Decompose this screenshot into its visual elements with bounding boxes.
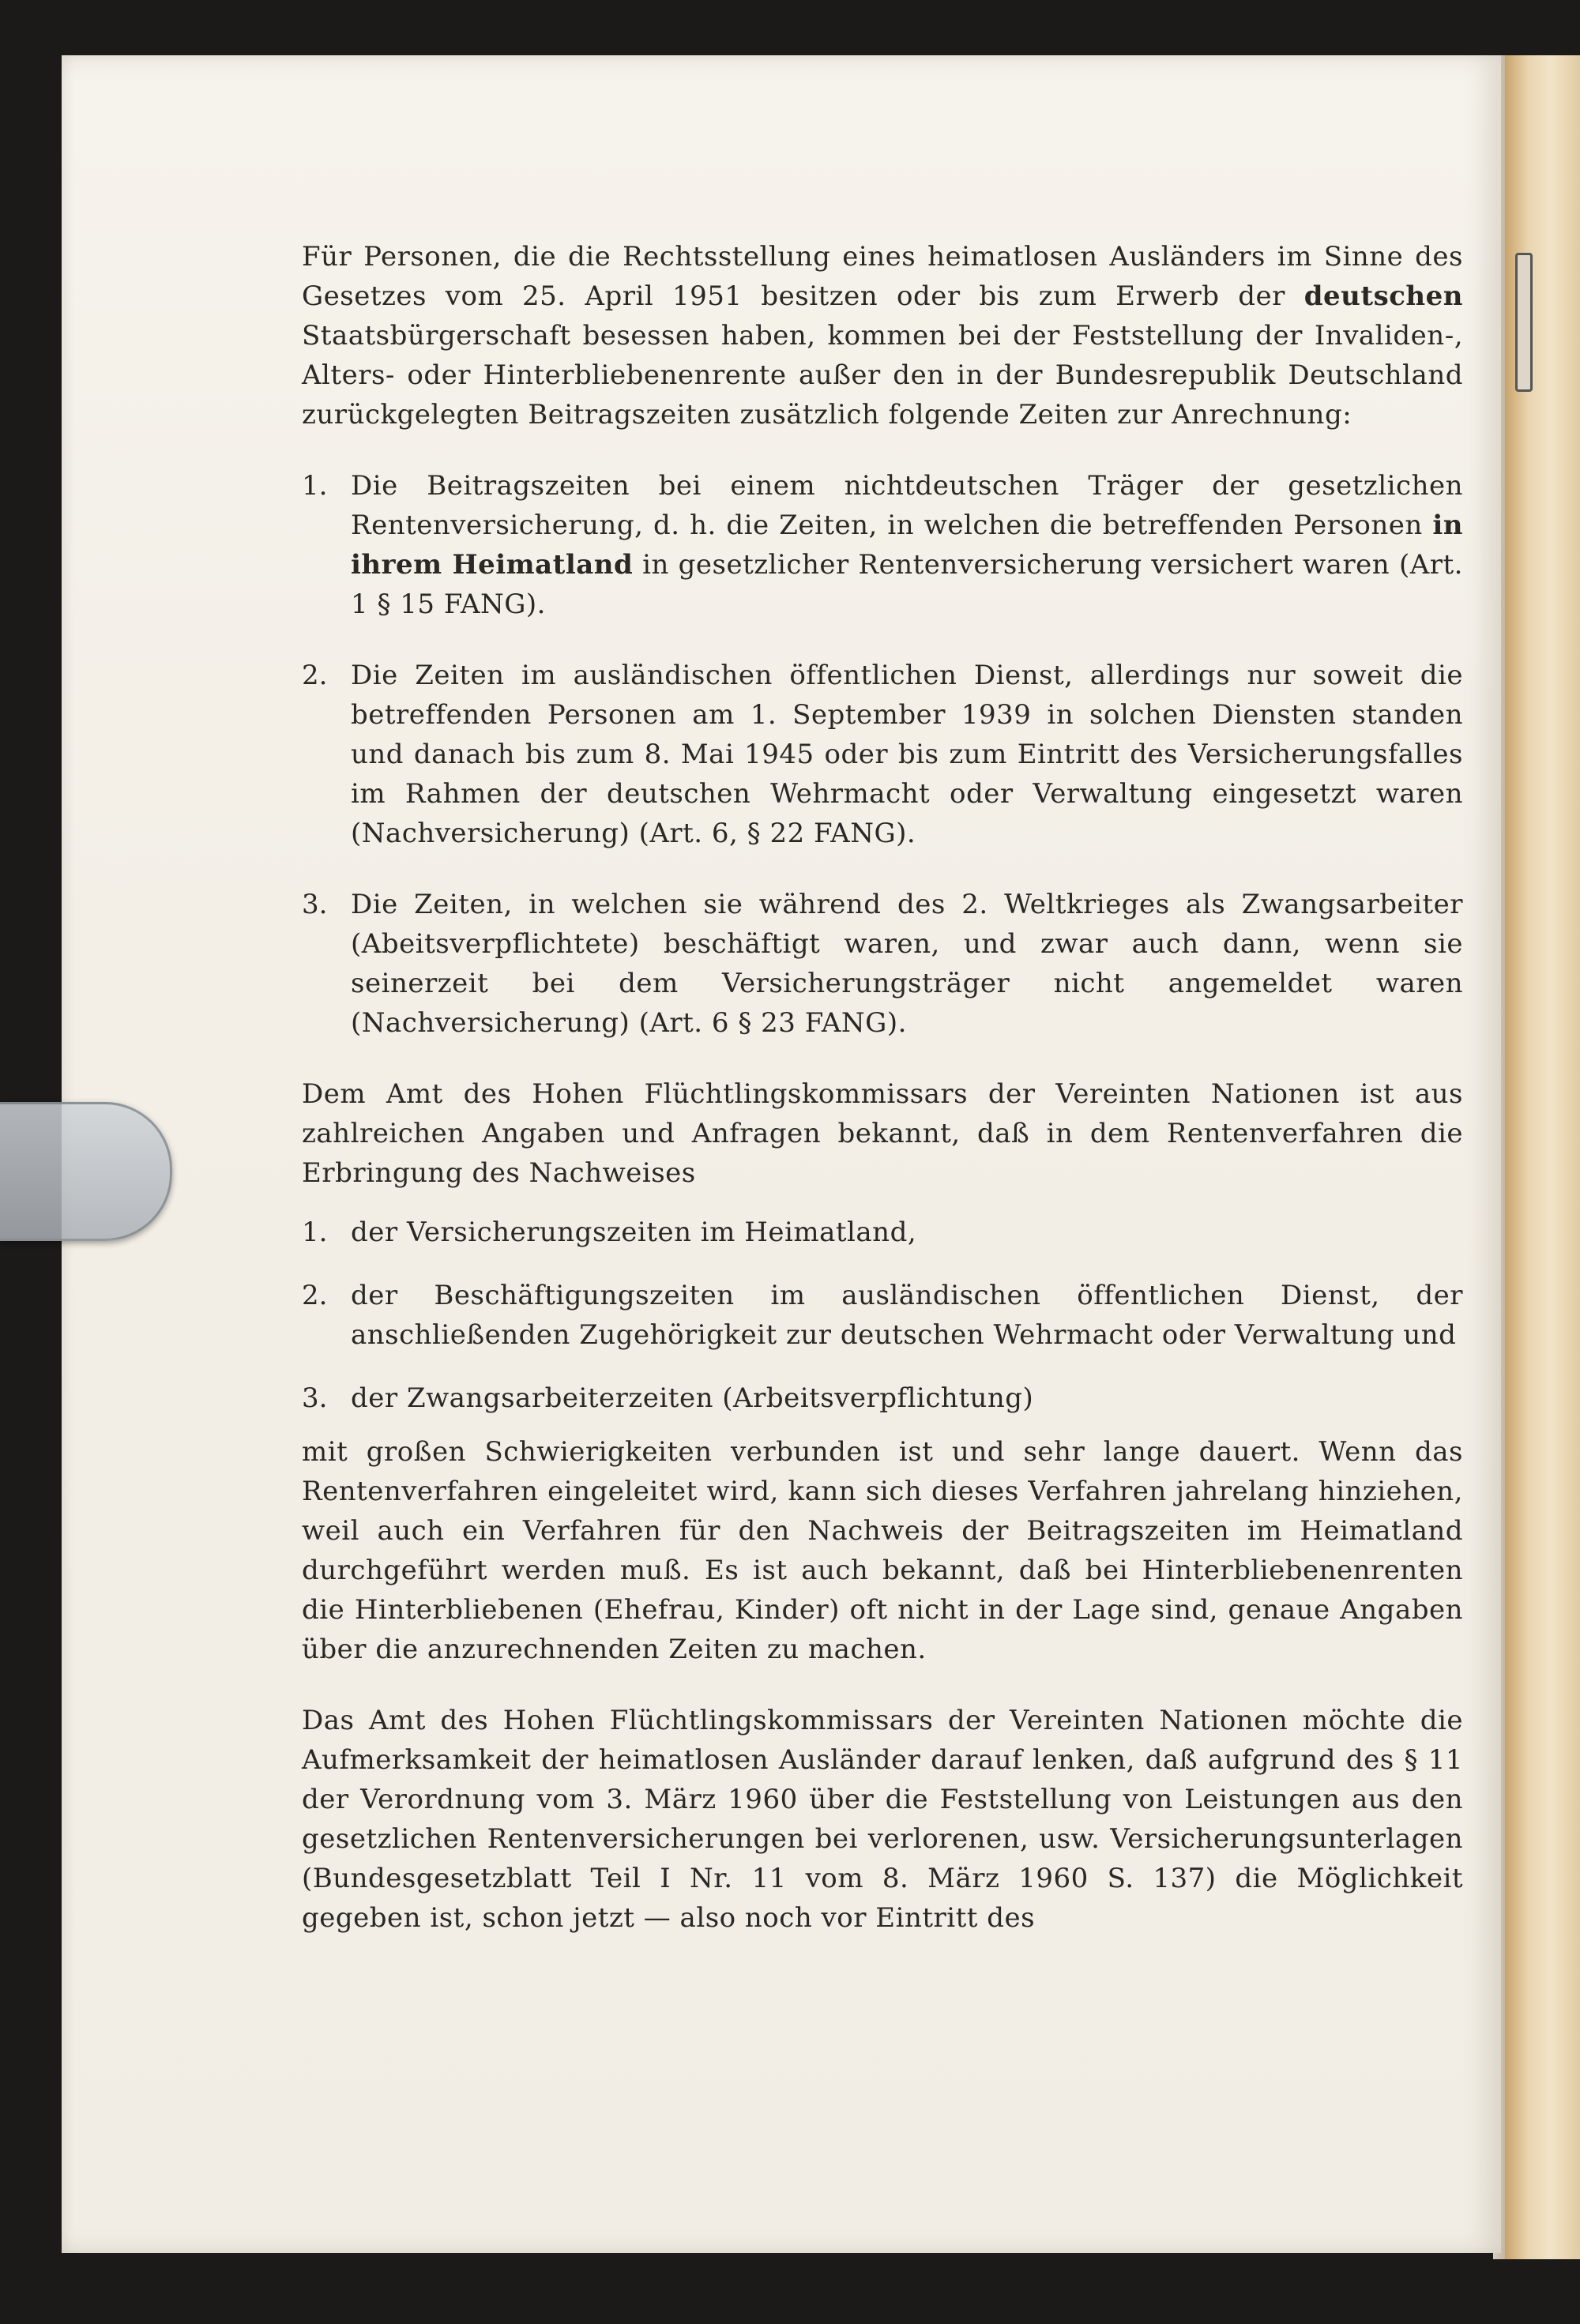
list-item: [302, 466, 1463, 624]
list-text: Die Zeiten, in welchen sie während des 2. Weltkrieges als Zwangsarbeiter (Abeitsverpflichtete) beschäftigt waren, und zwar auch dann, wenn sie seinerzeit bei dem Versicherungsträger nicht angemeldet waren (Nachversicherung) (Art. 6 § 23 FANG).: [351, 889, 1463, 1039]
after-list-paragraph: mit großen Schwierigkeiten verbunden ist und sehr lange dauert. Wenn das Rentenverfahren eingeleitet wird, kann sich dieses Verfahren jahrelang hinziehen, weil auch ein Verfahren für den Nachweis der Beitragszeiten im Heimatland durchgeführt werden muß. Es ist auch bekannt, daß bei Hinterbliebenenrenten die Hinterbliebenen (Ehefrau, Kinder) oft nicht in der Lage sind, genaue Angaben über die anzurechnenden Zeiten zu machen.: [302, 1436, 1463, 1665]
proof-difficulties-list: [302, 1213, 1463, 1418]
list-bold-text: in ihrem Heimatland: [351, 510, 1463, 581]
list-number: 3.: [302, 889, 328, 920]
list-text: der Versicherungszeiten im Heimatland,: [351, 1217, 917, 1248]
intro-text: Für Personen, die die Rechtsstellung eines heimatlosen Ausländers im Sinne des Gesetzes vom 25. April 1951 besitzen oder bis zum Erwerb der: [302, 241, 1463, 312]
final-paragraph: Das Amt des Hohen Flüchtlingskommissars der Vereinten Nationen möchte die Aufmerksamkeit der heimatlosen Ausländer darauf lenken, daß aufgrund des § 11 der Verordnung vom 3. März 1960 über die Feststellung von Leistungen aus den gesetzlichen Rentenversicherungen bei verlorenen, usw. Versicherungsunterlagen (Bundesgesetzblatt Teil I Nr. 11 vom 8. März 1960 S. 137) die Möglichkeit gegeben ist, schon jetzt — also noch vor Eintritt des: [302, 1705, 1463, 1934]
list-text-after: in gesetzlicher Rentenversicherung versichert waren (Art. 1 § 15 FANG).: [351, 549, 1463, 620]
list-number: 1.: [302, 1217, 328, 1248]
list-item: [302, 656, 1463, 853]
list-number: 2.: [302, 660, 328, 691]
list-text-before: Die Beitragszeiten bei einem nichtdeutschen Träger der gesetzlichen Rentenversicherung, d. h. die Zeiten, in welchen die betreffenden Personen: [351, 470, 1463, 541]
list-text: der Beschäftigungszeiten im ausländischen öffentlichen Dienst, der anschließenden Zugehörigkeit zur deutschen Wehrmacht oder Verwaltung und: [351, 1280, 1463, 1351]
list-number: 2.: [302, 1280, 328, 1311]
list-text: Die Zeiten im ausländischen öffentlichen Dienst, allerdings nur soweit die betreffenden Personen am 1. September 1939 in solchen Diensten standen und danach bis zum 8. Mai 1945 oder bis zum Eintritt des Versicherungsfalles im Rahmen der deutschen Wehrmacht oder Verwaltung eingesetzt waren (Nachversicherung) (Art. 6, § 22 FANG).: [351, 660, 1463, 849]
intro-bold-word: deutschen: [1304, 280, 1463, 312]
list-item: [302, 1213, 1463, 1252]
intro-text-rest: Staatsbürgerschaft besessen haben, kommen bei der Feststellung der Invaliden-, Alters- oder Hinterbliebenenrente außer den in der Bundesrepublik Deutschland zurückgelegten Beitragszeiten zusätzlich folgende Zeiten zur Anrechnung:: [302, 320, 1463, 431]
contribution-periods-list: [302, 466, 1463, 1043]
list-item: [302, 1378, 1463, 1418]
list-item: [302, 885, 1463, 1043]
paper-clip: [0, 1102, 172, 1241]
document-body: [302, 237, 1463, 1969]
middle-paragraph: Dem Amt des Hohen Flüchtlingskommissars der Vereinten Nationen ist aus zahlreichen Angaben und Anfragen bekannt, daß in dem Rentenverfahren die Erbringung des Nachweises: [302, 1078, 1463, 1189]
list-number: 1.: [302, 470, 328, 502]
list-number: 3.: [302, 1382, 328, 1414]
intro-paragraph: [302, 237, 1463, 434]
list-text: der Zwangsarbeiterzeiten (Arbeitsverpflichtung): [351, 1382, 1034, 1414]
page-tab-marker: [1515, 253, 1533, 392]
list-text: [351, 466, 1463, 624]
list-item: [302, 1276, 1463, 1355]
